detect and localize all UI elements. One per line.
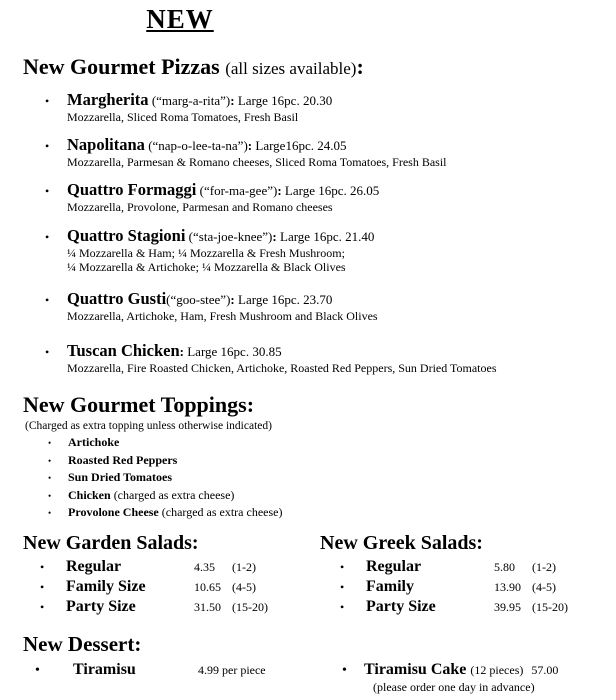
pizza-description: Mozzarella, Artichoke, Ham, Fresh Mushroom and Black Olives [67, 309, 378, 323]
pizza-item-quattro-stagioni [45, 227, 605, 274]
pizza-name: Tuscan Chicken [67, 341, 180, 360]
dessert-order-note: (please order one day in advance) [373, 680, 535, 694]
salad-size: Party Size [366, 598, 436, 615]
salad-serves: (4-5) [232, 580, 256, 594]
greek-salads-heading: New Greek Salads: [320, 532, 483, 554]
salad-serves: (1-2) [532, 560, 556, 574]
dessert-price: 4.99 per piece [198, 663, 266, 677]
salad-serves: (15-20) [232, 600, 268, 614]
pizza-name: Quattro Stagioni [67, 226, 186, 245]
pizza-name: Margherita [67, 90, 149, 109]
toppings-list [48, 434, 282, 522]
pizza-item-quattro-formaggi [45, 181, 605, 214]
pizza-item-margherita [45, 91, 605, 124]
list-item [40, 597, 268, 617]
pizza-colon: : [230, 292, 235, 307]
bullet-icon: • [342, 663, 347, 678]
bullet-icon: • [48, 508, 52, 519]
dessert-item-tiramisu-cake [342, 661, 558, 679]
list-item [340, 557, 568, 577]
bullet-icon: • [45, 184, 50, 198]
list-item [340, 577, 568, 597]
dessert-price: 57.00 [531, 663, 559, 677]
dessert-name: Tiramisu [73, 661, 136, 678]
list-item [48, 487, 282, 505]
pizza-name: Quattro Formaggi [67, 180, 197, 199]
toppings-heading: New Gourmet Toppings: [23, 392, 255, 417]
pizza-colon: : [277, 183, 282, 198]
pizzas-heading-colon: : [356, 54, 364, 79]
pizza-price: Large16pc. 24.05 [255, 138, 347, 153]
pizzas-heading-text: New Gourmet Pizzas [23, 54, 220, 79]
salad-price: 13.90 [494, 580, 521, 594]
topping-name: Sun Dried Tomatoes [68, 470, 173, 485]
garden-salads-list [40, 557, 268, 617]
list-item [40, 577, 268, 597]
pizza-description: Mozzarella, Sliced Roma Tomatoes, Fresh Basil [67, 110, 299, 124]
topping-extra: (charged as extra cheese) [113, 487, 235, 502]
pizza-description: ¼ Mozzarella & Artichoke; ¼ Mozzarella & Black Olives [67, 260, 346, 274]
bullet-icon: • [45, 230, 50, 244]
pizza-colon: : [230, 93, 235, 108]
salad-price: 4.35 [194, 560, 215, 574]
list-item [340, 597, 568, 617]
pizza-name: Quattro Gusti [67, 289, 167, 308]
toppings-note: (Charged as extra topping unless otherwise indicated) [25, 420, 272, 432]
pizza-pronunciation: (“marg-a-rita”) [151, 93, 231, 108]
list-item [48, 452, 282, 470]
topping-name: Roasted Red Peppers [68, 452, 178, 467]
page-title: NEW [146, 4, 214, 34]
salad-size: Regular [366, 558, 422, 575]
bullet-icon: • [340, 560, 345, 574]
bullet-icon: • [340, 600, 345, 614]
pizza-pronunciation: (“goo-stee”) [166, 292, 231, 307]
bullet-icon: • [48, 455, 52, 466]
pizza-colon: : [179, 344, 184, 359]
bullet-icon: • [40, 560, 45, 574]
bullet-icon: • [45, 345, 50, 359]
salad-serves: (15-20) [532, 600, 568, 614]
pizza-description: Mozzarella, Parmesan & Romano cheeses, Sliced Roma Tomatoes, Fresh Basil [67, 155, 447, 169]
salad-size: Family [366, 578, 414, 595]
salad-price: 10.65 [194, 580, 221, 594]
list-item [40, 557, 268, 577]
pizza-pronunciation: (“nap-o-lee-ta-na”) [148, 138, 248, 153]
bullet-icon: • [48, 490, 52, 501]
pizza-price: Large 16pc. 21.40 [280, 229, 375, 244]
bullet-icon: • [35, 663, 40, 678]
bullet-icon: • [48, 473, 52, 484]
pizzas-heading [23, 54, 364, 80]
list-item [48, 434, 282, 452]
pizza-pronunciation: (“sta-joe-knee”) [188, 229, 273, 244]
salad-price: 39.95 [494, 600, 521, 614]
bullet-icon: • [40, 580, 45, 594]
bullet-icon: • [45, 139, 50, 153]
dessert-name: Tiramisu Cake [364, 661, 467, 678]
pizza-price: Large 16pc. 23.70 [238, 292, 333, 307]
pizza-item-tuscan-chicken [45, 342, 605, 375]
bullet-icon: • [40, 600, 45, 614]
salad-serves: (4-5) [532, 580, 556, 594]
pizza-price: Large 16pc. 30.85 [187, 344, 282, 359]
salad-serves: (1-2) [232, 560, 256, 574]
salad-size: Party Size [66, 598, 136, 615]
bullet-icon: • [340, 580, 345, 594]
pizza-name: Napolitana [67, 135, 145, 154]
dessert-heading: New Dessert: [23, 632, 142, 656]
garden-salads-heading: New Garden Salads: [23, 532, 199, 554]
pizza-description: ¼ Mozzarella & Ham; ¼ Mozzarella & Fresh Mushroom; [67, 246, 345, 260]
topping-name: Provolone Cheese [68, 505, 159, 520]
pizza-price: Large 16pc. 20.30 [237, 93, 333, 108]
pizza-colon: : [247, 138, 253, 153]
salad-size: Family Size [66, 578, 146, 595]
pizza-colon: : [272, 229, 277, 244]
pizza-description: Mozzarella, Fire Roasted Chicken, Artichoke, Roasted Red Peppers, Sun Dried Tomatoes [67, 361, 497, 375]
topping-extra: (charged as extra cheese) [161, 505, 283, 520]
list-item [48, 469, 282, 487]
list-item [48, 504, 282, 522]
pizza-item-quattro-gusti [45, 290, 605, 323]
salad-size: Regular [66, 558, 122, 575]
bullet-icon: • [45, 293, 50, 307]
pizza-item-napolitana [45, 136, 605, 169]
pizza-price: Large 16pc. 26.05 [284, 183, 380, 198]
bullet-icon: • [48, 437, 52, 448]
dessert-item-tiramisu [35, 661, 266, 679]
greek-salads-list [340, 557, 568, 617]
salad-price: 31.50 [194, 600, 221, 614]
pizzas-heading-note: (all sizes available) [225, 59, 357, 78]
pizza-description: Mozzarella, Provolone, Parmesan and Romano cheeses [67, 200, 333, 214]
dessert-quantity: (12 pieces) [470, 663, 524, 677]
salad-price: 5.80 [494, 560, 515, 574]
bullet-icon: • [45, 94, 50, 108]
topping-name: Artichoke [68, 435, 120, 449]
pizza-pronunciation: (“for-ma-gee”) [199, 183, 278, 198]
topping-name: Chicken [68, 487, 111, 502]
